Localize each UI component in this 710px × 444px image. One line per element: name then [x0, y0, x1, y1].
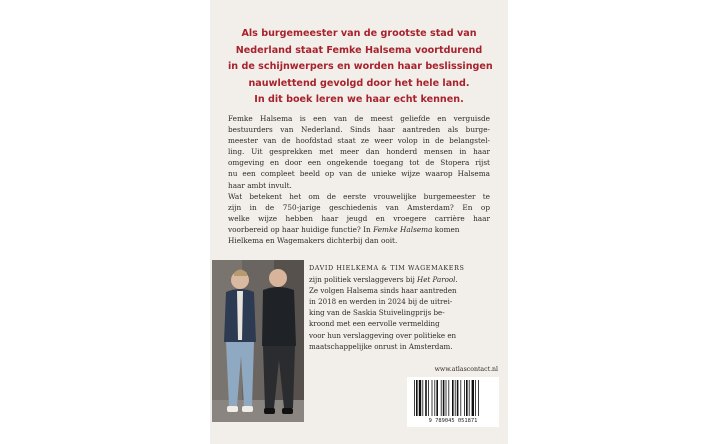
author-bio — [309, 263, 497, 352]
body-line: meester van de hoofdstad staat ze weer volop in de belangstel- — [228, 136, 490, 146]
bio-line: voor hun verslaggeving over politieke en — [309, 330, 457, 340]
blurb-line: Als burgemeester van de grootste stad van — [241, 28, 477, 39]
bio-line-part: zijn politiek verslaggevers bij — [309, 275, 415, 285]
bio-line: in 2018 en werden in 2024 bij de uitrei- — [309, 297, 453, 307]
blurb-line: nauwlettend gevolgd door het hele land. — [248, 77, 470, 89]
body-line: bestuurders van Nederland. Sinds haar aantreden als burge- — [228, 125, 490, 135]
isbn-number: 9 789045 051871 — [428, 418, 478, 424]
author-names: DAVID HIELKEMA & TIM WAGEMAKERS — [309, 264, 465, 272]
bio-line: Ze volgen Halsema sinds haar aantreden — [309, 286, 457, 296]
body-line-part: voorbereid op haar huidige functie? In — [228, 224, 371, 234]
blurb-line: In dit boek leren we haar echt kennen. — [254, 94, 464, 105]
bio-line: kroond met een eervolle vermelding — [309, 319, 440, 329]
bio-line: maatschappelijke onrust in Amsterdam. — [309, 341, 453, 351]
book-title-italic: Femke Halsema — [373, 224, 433, 234]
bio-line-part: . — [455, 275, 458, 285]
body-line: ling. Uit gesprekken met meer dan honderd mensen in haar — [228, 147, 490, 157]
body-line: Wat betekent het om de eerste vrouwelijke burgemeester te — [228, 191, 490, 201]
body-line: welke wijze hebben haar jeugd en vroegere carrière haar — [228, 213, 490, 223]
bio-line — [309, 274, 497, 285]
body-line: nu een compleet beeld op van de unieke wijze waarop Halsema — [228, 169, 490, 179]
blurb-line: Nederland staat Femke Halsema voortdurend — [235, 44, 483, 56]
blurb-line: in de schijnwerpers en worden haar beslissingen — [228, 61, 493, 72]
body-line: omgeving en door een ongekende toegang tot de Stopera rijst — [228, 158, 490, 168]
body-line-part: komen — [434, 224, 460, 234]
author-photo — [212, 260, 304, 422]
barcode — [407, 377, 499, 427]
description-text — [228, 113, 490, 246]
body-line: Femke Halsema is een van de meest geliefde en verguisde — [228, 114, 490, 123]
blurb-text — [228, 26, 493, 109]
body-line: zijn in de 750-jarige geschiedenis van Amsterdam? En op — [228, 202, 490, 212]
bio-line: king van de Saskia Stuivelingprijs be- — [309, 308, 445, 318]
body-line: haar ambt invult. — [228, 180, 292, 190]
body-line: Hielkema en Wagemakers dichterbij dan ooit. — [228, 236, 398, 246]
body-line — [228, 224, 490, 235]
publisher-website: www.atlascontact.nl — [434, 366, 498, 373]
barcode-bars — [412, 380, 494, 418]
newspaper-name: Het Parool — [417, 275, 456, 285]
author-photo-illustration — [212, 260, 304, 422]
